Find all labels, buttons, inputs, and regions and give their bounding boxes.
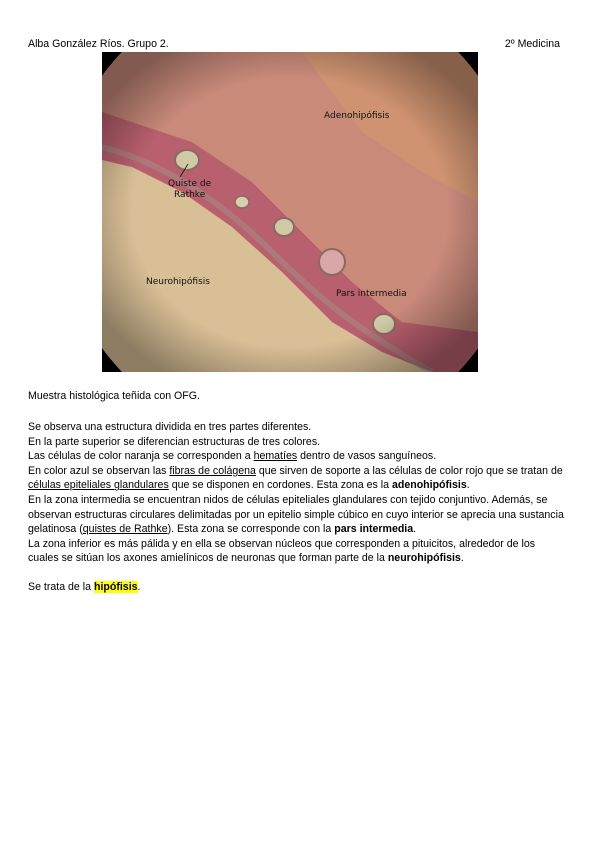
conclusion: Se trata de la hipófisis.	[28, 581, 141, 593]
micrograph-svg	[102, 52, 478, 372]
paragraph: La zona inferior es más pálida y en ella se observan núcleos que corresponden a pituicitos, alrededor de los cuales se sitúan los axones amielínicos de neuronas que forman parte de la neurohipófisis.	[28, 537, 536, 565]
term-pars-intermedia: pars intermedia	[334, 523, 414, 536]
paragraph: Se observa una estructura dividida en tres partes diferentes.	[28, 421, 312, 433]
highlight-hipofisis: hipófisis	[93, 581, 138, 593]
term-quistes-rathke: quistes de Rathke	[82, 523, 168, 536]
author-line: Alba González Ríos. Grupo 2.	[28, 38, 169, 50]
label-neurohipofisis: Neurohipófisis	[146, 277, 210, 287]
paragraph: Las células de color naranja se corresponden a hematíes dentro de vasos sanguíneos.	[28, 450, 437, 463]
term-hematies: hematíes	[253, 450, 298, 463]
description	[28, 420, 568, 566]
course-label: 2º Medicina	[504, 38, 560, 50]
paragraph: En la parte superior se diferencian estructuras de tres colores.	[28, 435, 321, 448]
paragraph: En la zona intermedia se encuentran nidos de células epiteliales glandulares con tejido conjuntivo. Además, se observan estructuras circulares delimitadas por un epitelio simple cúbico en cuyo interior se aprecia una sustancia gelatinosa (quistes de Rathke). Esta zona se corresponde con la pars intermedia.	[28, 493, 564, 536]
label-pars-intermedia: Pars intermedia	[336, 289, 407, 299]
term-celulas-epiteliales: células epiteliales glandulares	[28, 479, 169, 492]
header	[28, 38, 560, 50]
label-quiste-2: Rathke	[174, 190, 206, 200]
term-fibras-colagena: fibras de colágena	[169, 464, 256, 477]
term-neurohipofisis: neurohipófisis	[387, 552, 461, 565]
histology-micrograph	[102, 52, 478, 372]
label-adenohipofisis: Adenohipófisis	[324, 111, 390, 121]
term-adenohipofisis: adenohipófisis	[391, 479, 467, 492]
caption: Muestra histológica teñida con OFG.	[28, 390, 200, 402]
paragraph: En color azul se observan las fibras de colágena que sirven de soporte a las células de color rojo que se tratan de células epiteliales glandulares que se disponen en cordones. Esta zona es la adenohipófisis.	[28, 464, 563, 492]
label-quiste-1: Quiste de	[168, 179, 212, 189]
